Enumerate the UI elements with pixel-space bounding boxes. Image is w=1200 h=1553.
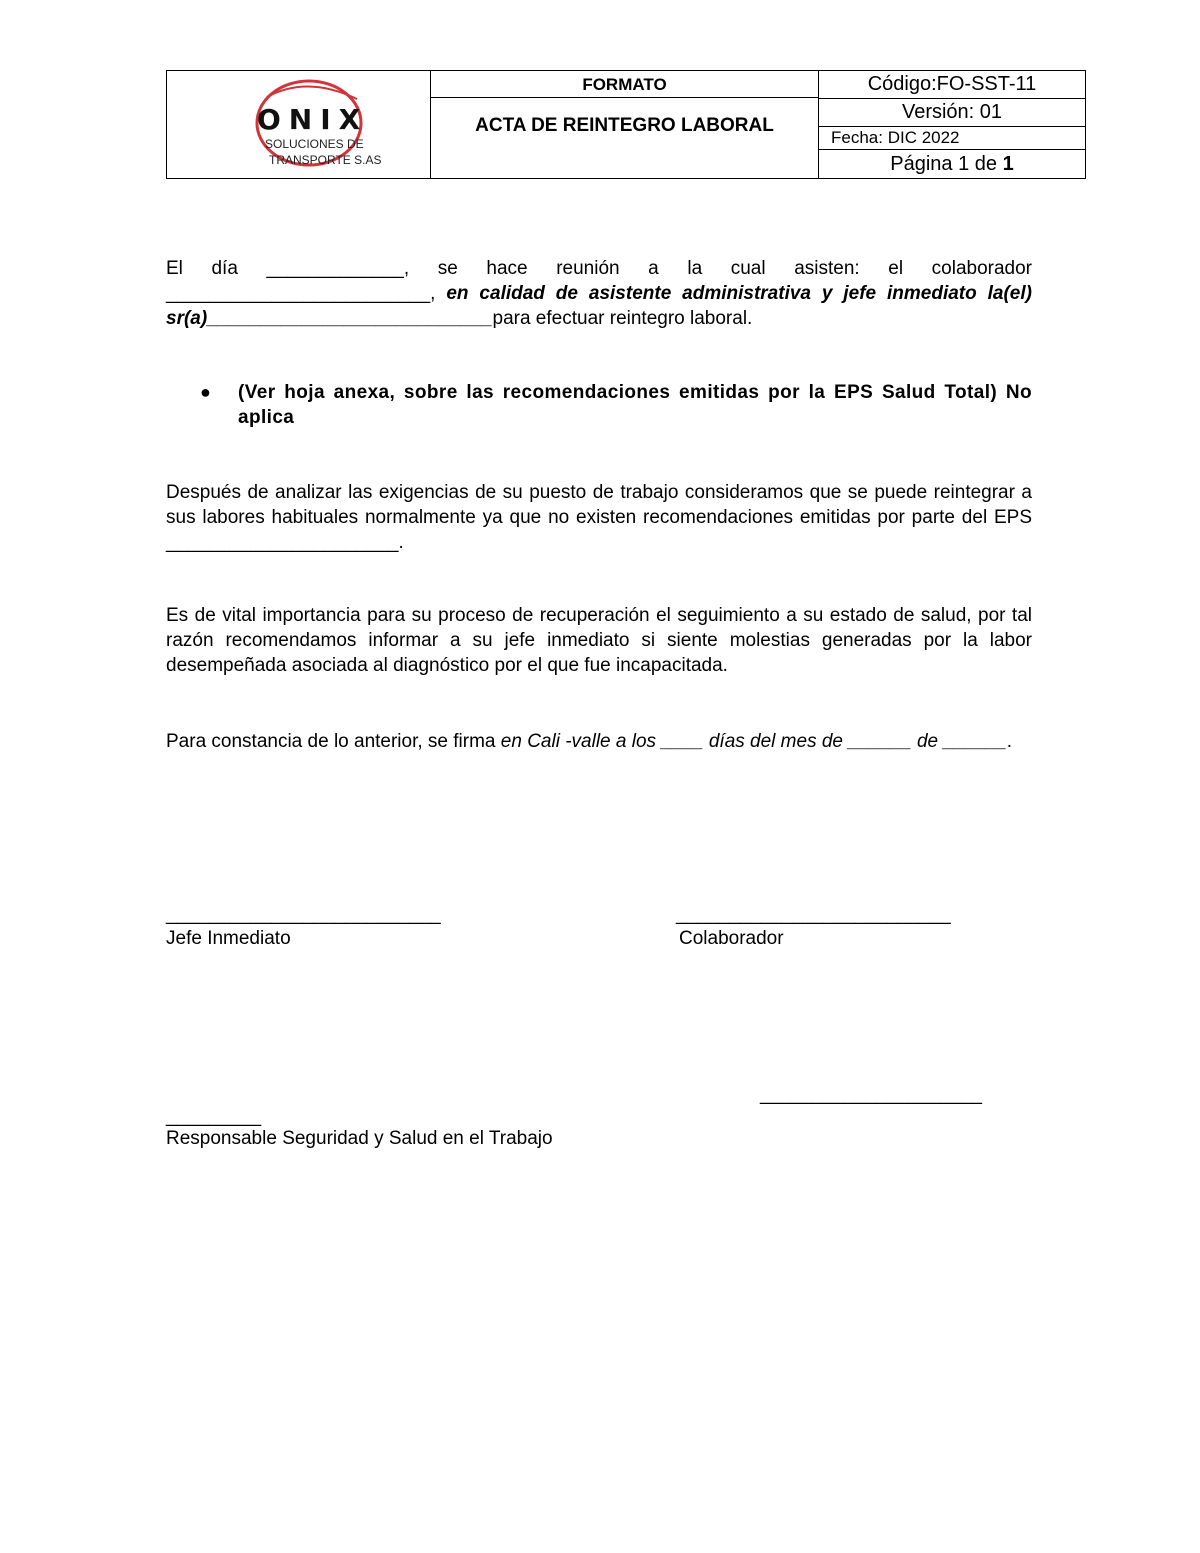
title-cell [431, 71, 819, 179]
signature-line-bottom-right: _____________________ [760, 1084, 982, 1105]
format-label: FORMATO [431, 73, 818, 98]
document-code: Código:FO-SST-11 [819, 71, 1085, 99]
signature-label-bottom: Responsable Seguridad y Salud en el Trabajo [166, 1128, 553, 1149]
signature-label-left: Jefe Inmediato [166, 928, 291, 949]
recommendation-paragraph: Es de vital importancia para su proceso de recuperación el seguimiento a su estado de salud, por tal razón recomendamos informar a su jefe inmediato si siente molestias generadas por la labor desempeñada asociada al diagnóstico por el que fue incapacitada. [166, 605, 1032, 676]
intro-part-4: para efectuar reintegro laboral. [492, 308, 753, 329]
page-prefix: Página 1 de [890, 152, 998, 175]
document-title: ACTA DE REINTEGRO LABORAL [475, 115, 774, 136]
intro-paragraph [166, 256, 1032, 331]
document-date: Fecha: DIC 2022 [819, 127, 1085, 150]
meta-cell [819, 71, 1086, 179]
statement-part-3: . [1006, 731, 1013, 752]
logo-subtitle-1: SOLUCIONES DE [265, 137, 364, 151]
page-total: 1 [1002, 152, 1014, 175]
logo-cell [167, 71, 431, 179]
intro-part-1: El día _____________, se hace reunión a la cual asisten: el colaborador _________________________, [166, 258, 1032, 304]
signature-statement [166, 729, 1032, 754]
document-version: Versión: 01 [819, 99, 1085, 127]
bullet-text: (Ver hoja anexa, sobre las recomendaciones emitidas por la EPS Salud Total) No aplica [238, 382, 1032, 428]
bullet-note [200, 380, 1032, 430]
signature-line-bottom-left: _________ [166, 1106, 262, 1127]
document-header [166, 70, 1086, 179]
intro-part-3: ___________________________ [207, 308, 493, 329]
statement-part-2: en Cali -valle a los ____ días del mes de ______ de ______ [500, 731, 1007, 752]
signature-line-left: __________________________ [166, 904, 441, 925]
signature-label-right: Colaborador [679, 928, 784, 949]
signature-line-right: __________________________ [676, 904, 951, 925]
analysis-paragraph: Después de analizar las exigencias de su puesto de trabajo consideramos que se puede reintegrar a sus labores habituales normalmente ya que no existen recomendaciones emitidas por parte del EPS ______________________. [166, 482, 1032, 553]
intro-part-2: en calidad de asistente administrativa y jefe inmediato la(el) sr(a) [166, 283, 1032, 329]
company-logo [247, 77, 387, 172]
logo-title: ONIX [257, 103, 369, 136]
page-number [819, 150, 1085, 178]
bullet-icon: ● [200, 382, 211, 402]
statement-part-1: Para constancia de lo anterior, se firma [166, 731, 501, 752]
logo-subtitle-2: TRANSPORTE S.AS [269, 153, 382, 167]
